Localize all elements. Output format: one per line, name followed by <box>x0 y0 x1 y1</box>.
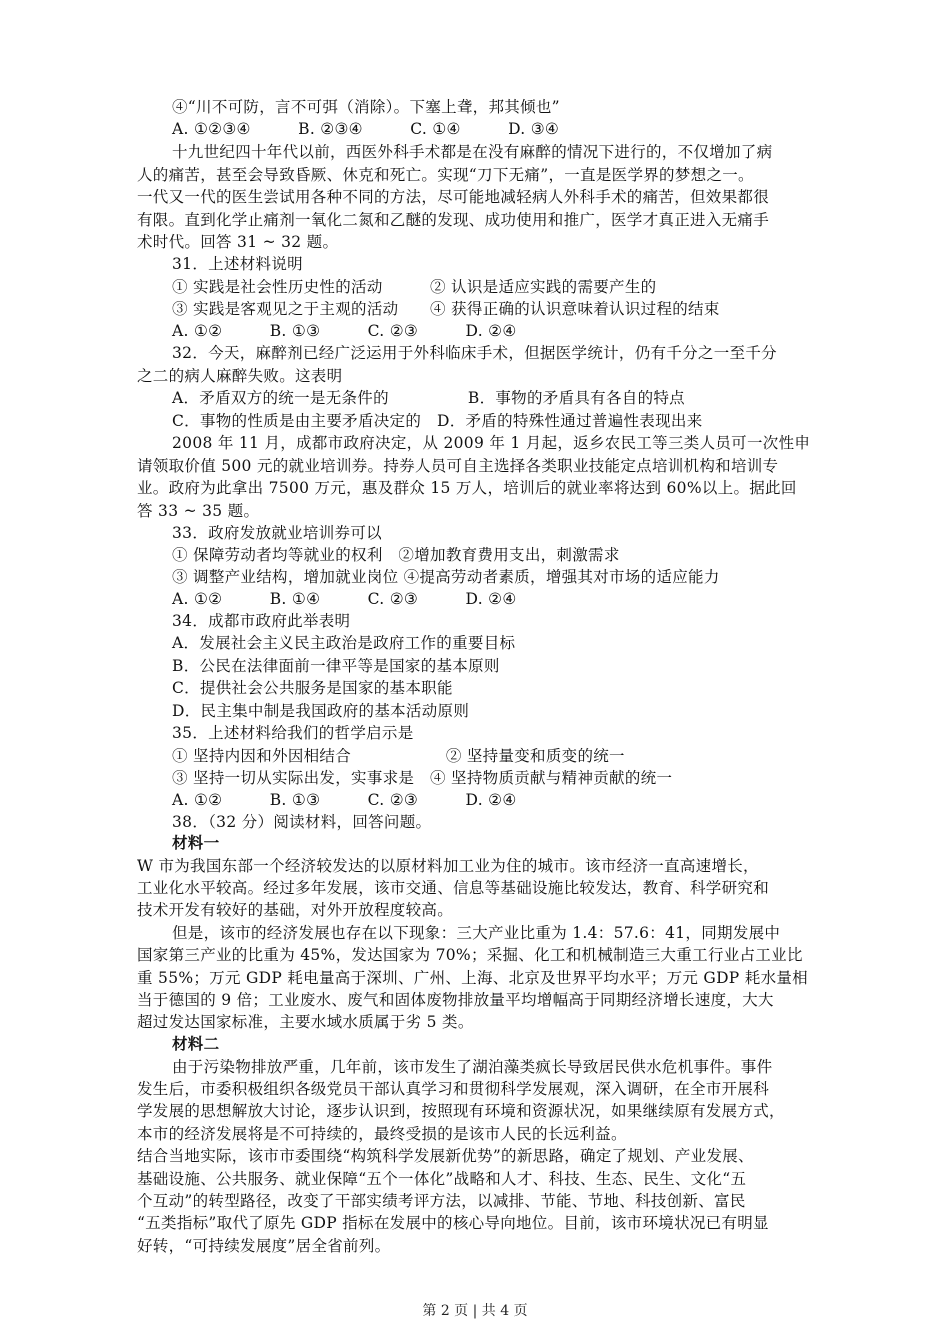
text-line: 十九世纪四十年代以前，西医外科手术都是在没有麻醉的情况下进行的，不仅增加了病 <box>172 143 773 161</box>
material-two-heading: 材料二 <box>172 1034 220 1053</box>
text-line: 基础设施、公共服务、就业保障“五个一体化”战略和人才、科技、生态、民生、文化“五 <box>137 1170 747 1188</box>
question-33: 33．政府发放就业培训券可以 <box>172 524 382 542</box>
text-line: 个互动”的转型路径，改变了干部实绩考评方法，以减排、节能、节地、科技创新、富民 <box>137 1192 746 1210</box>
material-one-heading: 材料一 <box>172 833 220 852</box>
question-31: 31．上述材料说明 <box>172 255 303 273</box>
text-line: B．公民在法律面前一律平等是国家的基本原则 <box>172 657 500 675</box>
text-line: D．民主集中制是我国政府的基本活动原则 <box>172 702 470 720</box>
text-line: A. ①②③④ B. ②③④ C. ①④ D. ③④ <box>172 120 560 138</box>
text-line: 超过发达国家标准，主要水域水质属于劣 5 类。 <box>137 1013 474 1031</box>
text-line: ③ 调整产业结构，增加就业岗位 ④提高劳动者素质，增强其对市场的适应能力 <box>172 568 720 586</box>
text-line: 结合当地实际，该市市委围绕“构筑科学发展新优势”的新思路，确定了规划、产业发展、 <box>137 1147 754 1165</box>
question-32: 32．今天，麻醉剂已经广泛运用于外科临床手术，但据医学统计，仍有千分之一至千分 <box>172 344 777 362</box>
text-line: 好转，“可持续发展度”居全省前列。 <box>137 1237 391 1255</box>
text-line: 由于污染物排放严重，几年前，该市发生了湖泊藻类疯长导致居民供水危机事件。事件 <box>172 1058 773 1076</box>
text-line: ③ 坚持一切从实际出发，实事求是 ④ 坚持物质贡献与精神贡献的统一 <box>172 769 673 787</box>
text-line: 有限。直到化学止痛剂一氧化二氮和乙醚的发现、成功使用和推广，医学才真正进入无痛手 <box>137 211 770 229</box>
text-line: ① 实践是社会性历史性的活动 ② 认识是适应实践的需要产生的 <box>172 278 657 296</box>
answer-options: A. ①② B. ①③ C. ②③ D. ②④ <box>172 322 517 340</box>
text-line: W 市为我国东部一个经济较发达的以原材料加工业为住的城市。该市经济一直高速增长， <box>137 857 759 875</box>
text-line: 发生后，市委积极组织各级党员干部认真学习和贯彻科学发展观，深入调研，在全市开展科 <box>137 1080 770 1098</box>
text-line: C．提供社会公共服务是国家的基本职能 <box>172 679 453 697</box>
text-line: 请领取价值 500 元的就业培训券。持券人员可自主选择各类职业技能定点培训机构和培训专 <box>137 457 779 475</box>
text-line: 当于德国的 9 倍；工业废水、废气和固体废物排放量平均增幅高于同期经济增长速度，大大 <box>137 991 774 1009</box>
question-34: 34．成都市政府此举表明 <box>172 612 351 630</box>
text-line: 国家第三产业的比重为 45%，发达国家为 70%；采掘、化工和机械制造三大重工行业占工业比 <box>137 946 803 964</box>
text-line: 技术开发有较好的基础，对外开放程度较高。 <box>137 901 454 919</box>
text-line: C．事物的性质是由主要矛盾决定的 D．矛盾的特殊性通过普遍性表现出来 <box>172 412 703 430</box>
text-line: 本市的经济发展将是不可持续的，最终受损的是该市人民的长远利益。 <box>137 1125 627 1143</box>
answer-options: A. ①② B. ①③ C. ②③ D. ②④ <box>172 791 517 809</box>
text-line: 2008 年 11 月，成都市政府决定，从 2009 年 1 月起，返乡农民工等三类人员可一次性申 <box>172 434 811 452</box>
text-line: A．矛盾双方的统一是无条件的 B．事物的矛盾具有各自的特点 <box>172 389 685 407</box>
text-line: ① 坚持内因和外因相结合 ② 坚持量变和质变的统一 <box>172 747 625 765</box>
text-line: 业。政府为此拿出 7500 万元，惠及群众 15 万人，培训后的就业率将达到 60%以上。据此回 <box>137 479 797 497</box>
text-line: 答 33 ~ 35 题。 <box>137 502 260 520</box>
text-line: 工业化水平较高。经过多年发展，该市交通、信息等基础设施比较发达，教育、科学研究和 <box>137 879 770 897</box>
text-line: 重 55%；万元 GDP 耗电量高于深圳、广州、上海、北京及世界平均水平；万元 GDP 耗水量相 <box>137 969 808 987</box>
text-line: 一代又一代的医生尝试用各种不同的方法，尽可能地减轻病人外科手术的痛苦，但效果都很 <box>137 188 770 206</box>
text-line: ④“川不可防，言不可弭（消除）。下塞上聋，邦其倾也” <box>172 98 560 116</box>
text-line: 之二的病人麻醉失败。这表明 <box>137 367 343 385</box>
text-line: 但是，该市的经济发展也存在以下现象：三大产业比重为 1.4：57.6：41，同期发展中 <box>172 924 781 942</box>
question-38: 38．（32 分）阅读材料，回答问题。 <box>172 813 432 831</box>
page-footer: 第 2 页 | 共 4 页 <box>422 1303 528 1319</box>
text-line: ① 保障劳动者均等就业的权利 ②增加教育费用支出，刺激需求 <box>172 546 620 564</box>
answer-options: A. ①② B. ①④ C. ②③ D. ②④ <box>172 590 517 608</box>
text-line: ③ 实践是客观见之于主观的活动 ④ 获得正确的认识意味着认识过程的结束 <box>172 300 720 318</box>
text-line: 术时代。回答 31 ~ 32 题。 <box>137 233 339 251</box>
question-35: 35．上述材料给我们的哲学启示是 <box>172 724 414 742</box>
text-line: 学发展的思想解放大讨论，逐步认识到，按照现有环境和资源状况，如果继续原有发展方式， <box>137 1102 785 1120</box>
text-line: 人的痛苦，甚至会导致昏厥、休克和死亡。实现“刀下无痛”，一直是医学界的梦想之一。 <box>137 166 754 184</box>
text-line: “五类指标”取代了原先 GDP 指标在发展中的核心导向地位。目前，该市环境状况已有明显 <box>137 1214 769 1232</box>
text-line: A．发展社会主义民主政治是政府工作的重要目标 <box>172 634 516 652</box>
